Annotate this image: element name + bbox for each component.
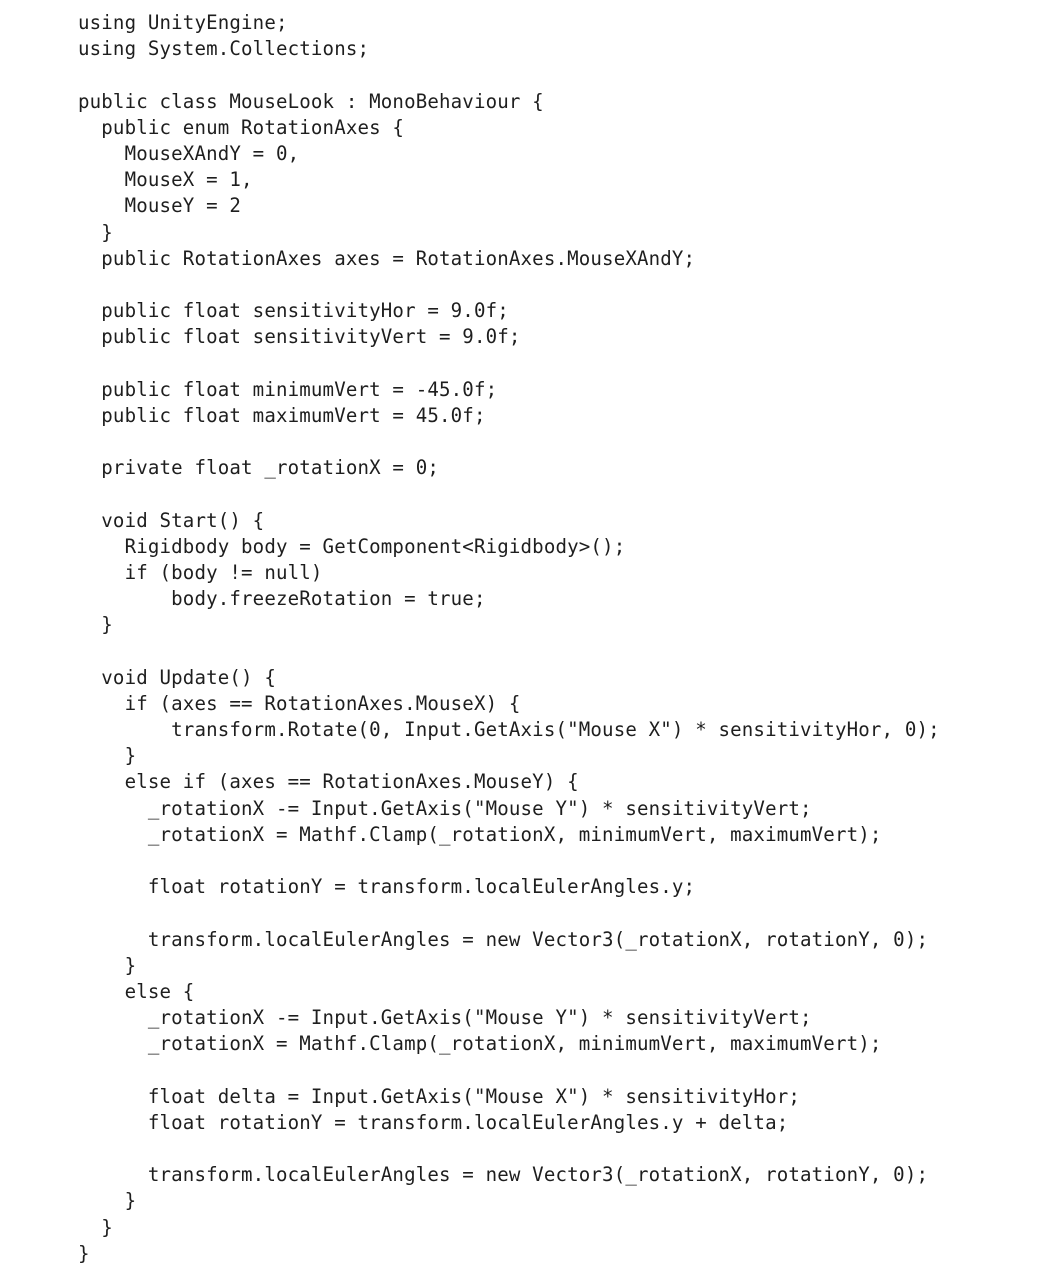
code-line: else if (axes == RotationAxes.MouseY) {: [78, 770, 579, 794]
code-line: if (axes == RotationAxes.MouseX) {: [78, 691, 521, 715]
code-line: body.freezeRotation = true;: [78, 587, 486, 611]
code-line: }: [78, 1215, 113, 1239]
code-line: [78, 848, 940, 874]
code-line: using UnityEngine;: [78, 11, 288, 34]
code-line: }: [78, 220, 113, 244]
code-line: public class MouseLook : MonoBehaviour {: [78, 89, 544, 113]
code-line: [78, 900, 940, 926]
code-line: _rotationX -= Input.GetAxis("Mouse Y") * sensitivityVert;: [78, 796, 812, 820]
code-line: else {: [78, 979, 195, 1003]
code-line: float delta = Input.GetAxis("Mouse X") * sensitivityHor;: [78, 1084, 801, 1108]
code-line: public float maximumVert = 45.0f;: [78, 403, 486, 427]
code-line: [78, 1058, 940, 1084]
code-line: float rotationY = transform.localEulerAngles.y;: [78, 875, 696, 899]
code-line: _rotationX = Mathf.Clamp(_rotationX, minimumVert, maximumVert);: [78, 1032, 882, 1056]
code-line: public float minimumVert = -45.0f;: [78, 377, 498, 401]
code-line: public enum RotationAxes {: [78, 115, 405, 139]
code-line: [78, 350, 940, 376]
code-line: MouseY = 2: [78, 194, 242, 218]
code-line: void Update() {: [78, 665, 276, 689]
code-line: float rotationY = transform.localEulerAngles.y + delta;: [78, 1110, 789, 1134]
code-line: MouseX = 1,: [78, 168, 253, 192]
code-line: public RotationAxes axes = RotationAxes.MouseXAndY;: [78, 246, 696, 270]
code-line: void Start() {: [78, 508, 265, 532]
code-line: }: [78, 953, 137, 977]
code-line: private float _rotationX = 0;: [78, 456, 440, 480]
code-line: [78, 62, 940, 88]
code-listing: [78, 10, 940, 1267]
code-line: transform.Rotate(0, Input.GetAxis("Mouse X") * sensitivityHor, 0);: [78, 718, 940, 742]
code-line: }: [78, 1241, 90, 1265]
code-line: }: [78, 613, 113, 637]
code-line: using System.Collections;: [78, 37, 370, 61]
code-line: [78, 272, 940, 298]
code-line: [78, 1136, 940, 1162]
code-line: transform.localEulerAngles = new Vector3(_rotationX, rotationY, 0);: [78, 927, 929, 951]
code-line: [78, 639, 940, 665]
code-line: if (body != null): [78, 560, 323, 584]
code-line: _rotationX = Mathf.Clamp(_rotationX, minimumVert, maximumVert);: [78, 822, 882, 846]
code-line: _rotationX -= Input.GetAxis("Mouse Y") * sensitivityVert;: [78, 1006, 812, 1030]
code-line: }: [78, 744, 137, 768]
code-line: public float sensitivityHor = 9.0f;: [78, 299, 509, 323]
code-line: MouseXAndY = 0,: [78, 141, 300, 165]
code-line: transform.localEulerAngles = new Vector3(_rotationX, rotationY, 0);: [78, 1163, 929, 1187]
code-line: [78, 481, 940, 507]
code-line: public float sensitivityVert = 9.0f;: [78, 325, 521, 349]
code-line: Rigidbody body = GetComponent<Rigidbody>();: [78, 534, 626, 558]
code-line: [78, 429, 940, 455]
code-line: }: [78, 1189, 137, 1213]
